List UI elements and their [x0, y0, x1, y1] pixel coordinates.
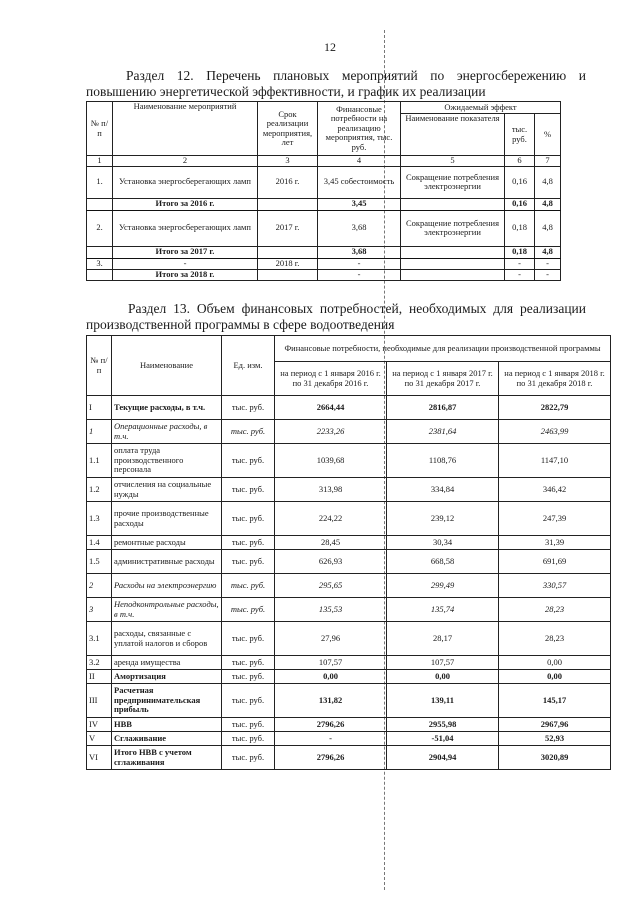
row-indicator [401, 258, 505, 269]
row-num: 1.1 [87, 444, 112, 478]
row-name: Итого за 2017 г. [113, 246, 258, 258]
row-name: Итого за 2016 г. [113, 198, 258, 210]
row-value-2018: 31,39 [499, 536, 611, 550]
row-name: - [113, 258, 258, 269]
column-numbers-row [87, 156, 561, 167]
row-value-2017: 2816,87 [387, 396, 499, 420]
row-value-2017: 0,00 [387, 670, 499, 684]
row-num: 1 [87, 420, 112, 444]
row-fin: 3,45 собестоимость [318, 166, 401, 198]
page-number: 12 [324, 40, 336, 54]
row-num: 2 [87, 574, 112, 598]
row-term: 2017 г. [258, 210, 318, 246]
row-fin: 3,68 [318, 246, 401, 258]
col-number: 6 [505, 156, 535, 167]
row-indicator [401, 246, 505, 258]
row-value-2016: 224,22 [275, 502, 387, 536]
row-rub: - [505, 269, 535, 280]
row-unit: тыс. руб. [222, 718, 275, 732]
row-num: 1. [87, 166, 113, 198]
row-value-2016: 626,93 [275, 550, 387, 574]
table-row [87, 502, 611, 536]
row-value-2018: 52,93 [499, 732, 611, 746]
row-unit: тыс. руб. [222, 670, 275, 684]
row-pct: 4,8 [535, 246, 561, 258]
row-term: 2016 г. [258, 166, 318, 198]
row-name: Итого за 2018 г. [113, 269, 258, 280]
row-fin: 3,45 [318, 198, 401, 210]
table-row [87, 166, 561, 198]
row-num: 3.2 [87, 656, 112, 670]
row-value-2018: 0,00 [499, 670, 611, 684]
table-row [87, 420, 611, 444]
row-unit: тыс. руб. [222, 550, 275, 574]
header-period-2016: на период с 1 января 2016 г. по 31 декабря 2016 г. [275, 362, 387, 396]
header-rub: тыс. руб. [505, 114, 535, 156]
row-value-2016: 28,45 [275, 536, 387, 550]
row-value-2016: 0,00 [275, 670, 387, 684]
row-rub: 0,16 [505, 198, 535, 210]
row-indicator: Сокращение потребления электроэнергии [401, 166, 505, 198]
row-value-2017: 2955,98 [387, 718, 499, 732]
header-indicator: Наименование показателя [401, 114, 505, 156]
energy-measures-table [86, 101, 561, 281]
row-num: II [87, 670, 112, 684]
row-rub: - [505, 258, 535, 269]
table-row [87, 622, 611, 656]
row-value-2017: 30,34 [387, 536, 499, 550]
row-name: административные расходы [112, 550, 222, 574]
table-row [87, 718, 611, 732]
row-value-2017: 2381,64 [387, 420, 499, 444]
row-num: 1.2 [87, 478, 112, 502]
row-pct: 4,8 [535, 210, 561, 246]
row-value-2018: 145,17 [499, 684, 611, 718]
table-row [87, 210, 561, 246]
table-row [87, 444, 611, 478]
row-name: НВВ [112, 718, 222, 732]
row-name: отчисления на социальные нужды [112, 478, 222, 502]
row-fin: - [318, 258, 401, 269]
row-unit: тыс. руб. [222, 502, 275, 536]
row-name: ремонтные расходы [112, 536, 222, 550]
row-unit: тыс. руб. [222, 420, 275, 444]
row-value-2016: 295,65 [275, 574, 387, 598]
row-pct: 4,8 [535, 166, 561, 198]
row-term: 2018 г. [258, 258, 318, 269]
row-value-2017: 139,11 [387, 684, 499, 718]
row-unit: тыс. руб. [222, 444, 275, 478]
row-pct: - [535, 269, 561, 280]
row-value-2016: 2796,26 [275, 718, 387, 732]
row-value-2017: 1108,76 [387, 444, 499, 478]
row-name: оплата труда производственного персонала [112, 444, 222, 478]
row-value-2016: 1039,68 [275, 444, 387, 478]
row-value-2017: 2904,94 [387, 746, 499, 770]
row-name: Итого НВВ с учетом сглаживания [112, 746, 222, 770]
row-rub: 0,16 [505, 166, 535, 198]
row-fin: - [318, 269, 401, 280]
row-value-2016: 313,98 [275, 478, 387, 502]
row-name: Расчетная предпринимательская прибыль [112, 684, 222, 718]
row-value-2016: 2796,26 [275, 746, 387, 770]
table-row [87, 684, 611, 718]
row-value-2018: 346,42 [499, 478, 611, 502]
row-term [258, 198, 318, 210]
row-name: Операционные расходы, в т.ч. [112, 420, 222, 444]
col-number: 3 [258, 156, 318, 167]
row-unit: тыс. руб. [222, 478, 275, 502]
header-pct: % [535, 114, 561, 156]
row-value-2018: 28,23 [499, 622, 611, 656]
table-row [87, 656, 611, 670]
row-indicator: Сокращение потребления электроэнергии [401, 210, 505, 246]
table-row [87, 536, 611, 550]
header-measure-name: Наименование мероприятий [113, 102, 258, 156]
row-num: V [87, 732, 112, 746]
row-num [87, 198, 113, 210]
header-num: № п/п [87, 102, 113, 156]
row-num: 3.1 [87, 622, 112, 656]
row-indicator [401, 269, 505, 280]
financial-needs-table [86, 335, 611, 770]
row-name: Установка энергосберегающих ламп [113, 166, 258, 198]
row-unit: тыс. руб. [222, 656, 275, 670]
col-number: 1 [87, 156, 113, 167]
row-term [258, 269, 318, 280]
row-value-2018: 28,23 [499, 598, 611, 622]
header-expected-effect: Ожидаемый эффект [401, 102, 561, 114]
row-num: IV [87, 718, 112, 732]
row-num: 3. [87, 258, 113, 269]
table-row [87, 478, 611, 502]
row-pct: 4,8 [535, 198, 561, 210]
row-value-2018: 0,00 [499, 656, 611, 670]
row-num: 1.4 [87, 536, 112, 550]
row-value-2016: 107,57 [275, 656, 387, 670]
col-number: 5 [401, 156, 505, 167]
row-rub: 0,18 [505, 246, 535, 258]
row-unit: тыс. руб. [222, 536, 275, 550]
row-num: III [87, 684, 112, 718]
row-value-2018: 691,69 [499, 550, 611, 574]
header-term: Срок реализации мероприятия, лет [258, 102, 318, 156]
table-row [87, 670, 611, 684]
row-value-2017: 135,74 [387, 598, 499, 622]
row-name: Неподконтрольные расходы, в т.ч. [112, 598, 222, 622]
row-rub: 0,18 [505, 210, 535, 246]
row-value-2017: 239,12 [387, 502, 499, 536]
row-value-2017: 28,17 [387, 622, 499, 656]
row-name: Сглаживание [112, 732, 222, 746]
row-value-2017: 299,49 [387, 574, 499, 598]
row-num: 2. [87, 210, 113, 246]
row-unit: тыс. руб. [222, 732, 275, 746]
row-name: Расходы на электроэнергию [112, 574, 222, 598]
row-num [87, 269, 113, 280]
header-period-2017: на период с 1 января 2017 г. по 31 декабря 2017 г. [387, 362, 499, 396]
table-row [87, 598, 611, 622]
row-num: 3 [87, 598, 112, 622]
row-value-2016: 27,96 [275, 622, 387, 656]
row-name: Установка энергосберегающих ламп [113, 210, 258, 246]
row-value-2016: 2664,44 [275, 396, 387, 420]
table-row [87, 550, 611, 574]
table-row-total [87, 246, 561, 258]
row-num: I [87, 396, 112, 420]
row-value-2016: 2233,26 [275, 420, 387, 444]
header-name: Наименование [112, 336, 222, 396]
row-pct: - [535, 258, 561, 269]
table-row [87, 732, 611, 746]
row-value-2017: 107,57 [387, 656, 499, 670]
col-number: 7 [535, 156, 561, 167]
row-value-2018: 2822,79 [499, 396, 611, 420]
row-num [87, 246, 113, 258]
row-value-2018: 3020,89 [499, 746, 611, 770]
row-value-2017: -51,04 [387, 732, 499, 746]
row-value-2017: 668,58 [387, 550, 499, 574]
row-value-2016: 135,53 [275, 598, 387, 622]
row-value-2018: 330,57 [499, 574, 611, 598]
table-row [87, 746, 611, 770]
row-value-2016: - [275, 732, 387, 746]
row-unit: тыс. руб. [222, 622, 275, 656]
row-name: аренда имущества [112, 656, 222, 670]
row-fin: 3,68 [318, 210, 401, 246]
header-period-2018: на период с 1 января 2018 г. по 31 декабря 2018 г. [499, 362, 611, 396]
row-name: прочие производственные расходы [112, 502, 222, 536]
row-term [258, 246, 318, 258]
table-row [87, 396, 611, 420]
row-value-2017: 334,84 [387, 478, 499, 502]
row-unit: тыс. руб. [222, 746, 275, 770]
row-value-2018: 1147,10 [499, 444, 611, 478]
col-number: 4 [318, 156, 401, 167]
row-num: 1.5 [87, 550, 112, 574]
header-unit: Ед. изм. [222, 336, 275, 396]
col-number: 2 [113, 156, 258, 167]
row-num: 1.3 [87, 502, 112, 536]
table-row [87, 258, 561, 269]
table-row-total [87, 269, 561, 280]
row-unit: тыс. руб. [222, 396, 275, 420]
header-financial-needs: Финансовые потребности на реализацию мероприятия, тыс. руб. [318, 102, 401, 156]
section-13-heading: Раздел 13. Объем финансовых потребностей, необходимых для реализации производственной программы в сфере водоотведения [86, 301, 586, 332]
row-value-2018: 2967,96 [499, 718, 611, 732]
header-financial-needs: Финансовые потребности, необходимые для реализации производственной программы [275, 336, 611, 362]
row-value-2018: 2463,99 [499, 420, 611, 444]
table-row-total [87, 198, 561, 210]
row-indicator [401, 198, 505, 210]
row-name: Текущие расходы, в т.ч. [112, 396, 222, 420]
row-value-2016: 131,82 [275, 684, 387, 718]
table-row [87, 574, 611, 598]
row-unit: тыс. руб. [222, 574, 275, 598]
row-name: расходы, связанные с уплатой налогов и сборов [112, 622, 222, 656]
section-12-heading: Раздел 12. Перечень плановых мероприятий по энергосбережению и повышению энергетической эффективности, и график их реализации [86, 68, 586, 99]
row-unit: тыс. руб. [222, 598, 275, 622]
row-name: Амортизация [112, 670, 222, 684]
row-num: VI [87, 746, 112, 770]
header-num: № п/п [87, 336, 112, 396]
row-value-2018: 247,39 [499, 502, 611, 536]
row-unit: тыс. руб. [222, 684, 275, 718]
